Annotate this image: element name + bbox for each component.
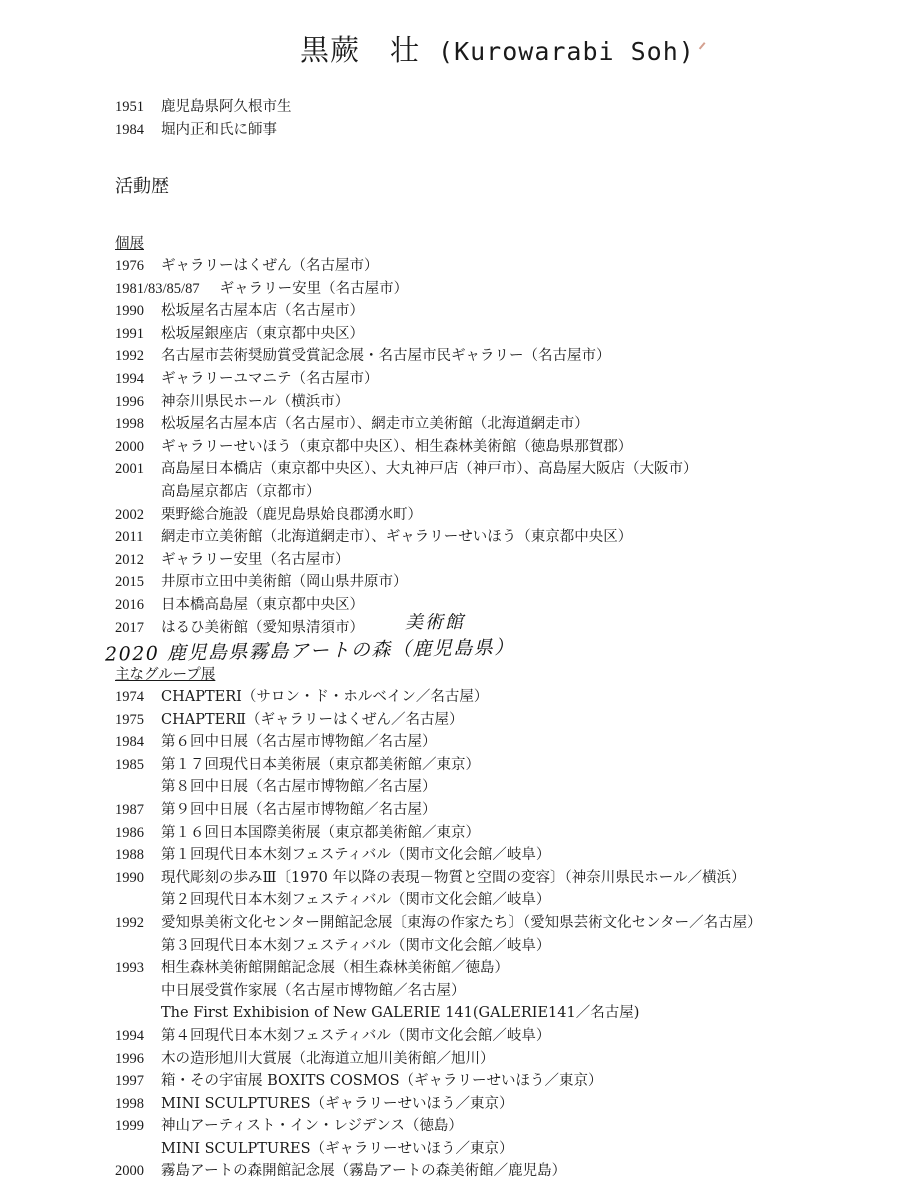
year: 1981/83/85/87: [115, 280, 200, 297]
exhibition-row: [115, 526, 698, 549]
exhibition-row: [115, 844, 762, 867]
entry-text: 名古屋市芸術奨励賞受賞記念展・名古屋市民ギャラリー（名古屋市）: [161, 348, 611, 365]
year: 1987: [115, 801, 144, 818]
year: 1974: [115, 689, 144, 705]
exhibition-row: [115, 300, 698, 323]
year: 2000: [115, 1163, 144, 1180]
exhibition-row: [115, 935, 762, 958]
exhibition-row: [115, 1138, 762, 1161]
group-list: [115, 686, 762, 1183]
entry-text: 第６回中日展（名古屋市博物館／名古屋）: [161, 734, 437, 751]
exhibition-row: [115, 1002, 762, 1025]
exhibition-row: [115, 889, 762, 912]
exhibition-row: [115, 549, 698, 572]
entry-text: The First Exhibision of New GALERIE 141(GALERIE141／名古屋): [161, 1005, 640, 1022]
year: 1984: [115, 734, 144, 751]
entry-text: 第９回中日展（名古屋市博物館／名古屋）: [161, 801, 437, 818]
entry-text: 箱・その宇宙展 BOXITS COSMOS（ギャラリーせいほう／東京）: [161, 1073, 603, 1090]
exhibition-row: [115, 504, 698, 527]
entry-text: 堀内正和氏に師事: [161, 122, 277, 138]
exhibition-row: [115, 1025, 762, 1048]
activity-heading: 活動歴: [115, 176, 169, 197]
entry-text: 現代彫刻の歩みⅢ〔1970 年以降の表現－物質と空間の変容〕（神奈川県民ホール／横浜）: [161, 869, 746, 886]
year: 2017: [115, 619, 144, 636]
exhibition-row: [115, 391, 698, 414]
year: 2000: [115, 438, 144, 455]
entry-text: 神山アーティスト・イン・レジデンス（徳島）: [161, 1118, 463, 1135]
exhibition-row: [115, 912, 762, 935]
entry-text: MINI SCULPTURES（ギャラリーせいほう／東京）: [161, 1095, 514, 1112]
year: 2011: [115, 529, 144, 546]
entry-text: ギャラリーユマニテ（名古屋市）: [161, 370, 379, 387]
year: 1997: [115, 1073, 144, 1090]
year: 1999: [115, 1118, 144, 1135]
handwritten-entry: 2020 鹿児島県霧島アートの森（鹿児島県）: [104, 636, 516, 666]
entry-text: 愛知県美術文化センター開館記念展〔東海の作家たち〕（愛知県芸術文化センター／名古屋）: [161, 914, 762, 931]
exhibition-row: [115, 458, 698, 481]
exhibition-row: [115, 571, 698, 594]
exhibition-row: [115, 731, 762, 754]
entry-text: 第１７回現代日本美術展（東京都美術館／東京）: [161, 756, 480, 773]
entry-text: 松坂屋名古屋本店（名古屋市）、網走市立美術館（北海道網走市）: [161, 416, 589, 433]
entry-text: 栗野総合施設（鹿児島県姶良郡湧水町）: [161, 506, 422, 523]
entry-text: ギャラリーせいほう（東京都中央区）、相生森林美術館（徳島県那賀郡）: [161, 438, 633, 455]
entry-text: CHAPTERⅡ（ギャラリーはくぜん／名古屋）: [161, 711, 464, 728]
year: 1990: [115, 303, 144, 320]
year: 1993: [115, 960, 144, 977]
year: 1986: [115, 824, 144, 841]
exhibition-row: [115, 686, 762, 709]
entry-text: MINI SCULPTURES（ギャラリーせいほう／東京）: [161, 1140, 514, 1157]
year: 1991: [115, 325, 144, 342]
year: 1988: [115, 847, 144, 864]
year: 2016: [115, 596, 144, 613]
entry-text: ギャラリーはくぜん（名古屋市）: [161, 258, 379, 274]
entry-text: ギャラリー安里（名古屋市）: [219, 280, 409, 297]
year: 2012: [115, 551, 144, 568]
exhibition-row: [115, 1160, 762, 1183]
exhibition-row: [115, 278, 698, 301]
entry-text: 神奈川県民ホール（横浜市）: [161, 393, 350, 410]
entry-text: 霧島アートの森開館記念展（霧島アートの森美術館／鹿児島）: [161, 1163, 567, 1180]
exhibition-row: [115, 1093, 762, 1116]
entry-text: CHAPTERⅠ（サロン・ド・ホルベイン／名古屋）: [161, 689, 489, 705]
year: 2002: [115, 506, 144, 523]
exhibition-row: [115, 1115, 762, 1138]
entry-text: 中日展受賞作家展（名古屋市博物館／名古屋）: [161, 982, 466, 999]
entry-text: 第１回現代日本木刻フェスティバル（関市文化会館／岐阜）: [161, 847, 551, 864]
entry-text: 第８回中日展（名古屋市博物館／名古屋）: [161, 779, 437, 796]
year: 1994: [115, 370, 144, 387]
exhibition-row: [115, 1070, 762, 1093]
year: 1992: [115, 348, 144, 365]
exhibition-row: [115, 822, 762, 845]
exhibition-row: [115, 255, 698, 278]
entry-text: 高島屋日本橋店（東京都中央区）、大丸神戸店（神戸市）、高島屋大阪店（大阪市）: [161, 461, 698, 478]
year: 1994: [115, 1027, 144, 1044]
year: 1996: [115, 393, 144, 410]
year: 1998: [115, 1095, 144, 1112]
group-heading: 主なグループ展: [115, 667, 216, 683]
exhibition-row: [115, 754, 762, 777]
year: 2001: [115, 461, 144, 478]
entry-text: 相生森林美術館開館記念展（相生森林美術館／徳島）: [161, 960, 509, 977]
exhibition-row: [115, 957, 762, 980]
year: 1984: [115, 122, 144, 138]
year: 1992: [115, 914, 144, 931]
page-title: [300, 28, 695, 69]
entry-text: 日本橋高島屋（東京都中央区）: [161, 596, 364, 613]
year: 1985: [115, 756, 144, 773]
exhibition-row: [115, 980, 762, 1003]
solo-list: [115, 255, 698, 639]
entry-text: 木の造形旭川大賞展（北海道立旭川美術館／旭川）: [161, 1050, 495, 1067]
entry-text: 松坂屋名古屋本店（名古屋市）: [161, 303, 364, 320]
exhibition-row: [115, 1048, 762, 1071]
entry-text: 第４回現代日本木刻フェスティバル（関市文化会館／岐阜）: [161, 1027, 551, 1044]
artist-name-roman: (Kurowarabi Soh): [438, 37, 695, 66]
year: 1990: [115, 869, 144, 886]
entry-text: 第３回現代日本木刻フェスティバル（関市文化会館／岐阜）: [161, 937, 551, 954]
artist-name-jp: 黒蕨 壮: [300, 33, 421, 67]
group-exhibitions: [115, 664, 762, 1183]
year: 1998: [115, 416, 144, 433]
entry-text: 鹿児島県阿久根市生: [161, 99, 292, 115]
exhibition-row: [115, 799, 762, 822]
exhibition-row: [115, 867, 762, 890]
exhibition-row: [115, 368, 698, 391]
entry-text: 松坂屋銀座店（東京都中央区）: [161, 325, 364, 342]
exhibition-row: [115, 481, 698, 504]
exhibition-row: [115, 323, 698, 346]
exhibition-row: [115, 345, 698, 368]
entry-text: 第１６回日本国際美術展（東京都美術館／東京）: [161, 824, 480, 841]
year: 1975: [115, 711, 144, 728]
year: 1996: [115, 1050, 144, 1067]
entry-text: 網走市立美術館（北海道網走市）、ギャラリーせいほう（東京都中央区）: [161, 529, 633, 546]
entry-text: 第２回現代日本木刻フェスティバル（関市文化会館／岐阜）: [161, 892, 551, 909]
year: 1976: [115, 258, 144, 274]
bio-row: [115, 119, 292, 142]
exhibition-row: [115, 436, 698, 459]
exhibition-row: [115, 776, 762, 799]
solo-exhibitions: [115, 233, 698, 639]
handwritten-insert: 美術館: [405, 612, 465, 633]
entry-text: 高島屋京都店（京都市）: [161, 483, 321, 500]
year: 1951: [115, 99, 144, 115]
solo-heading: 個展: [115, 236, 144, 252]
entry-text: ギャラリー安里（名古屋市）: [161, 551, 350, 568]
bio-list: [115, 96, 292, 142]
entry-text: 井原市立田中美術館（岡山県井原市）: [161, 574, 408, 591]
pen-mark: [699, 42, 713, 56]
exhibition-row: [115, 413, 698, 436]
year: 2015: [115, 574, 144, 591]
bio-row: [115, 96, 292, 119]
entry-text: はるひ美術館（愛知県清須市）: [161, 619, 364, 636]
exhibition-row: [115, 709, 762, 732]
